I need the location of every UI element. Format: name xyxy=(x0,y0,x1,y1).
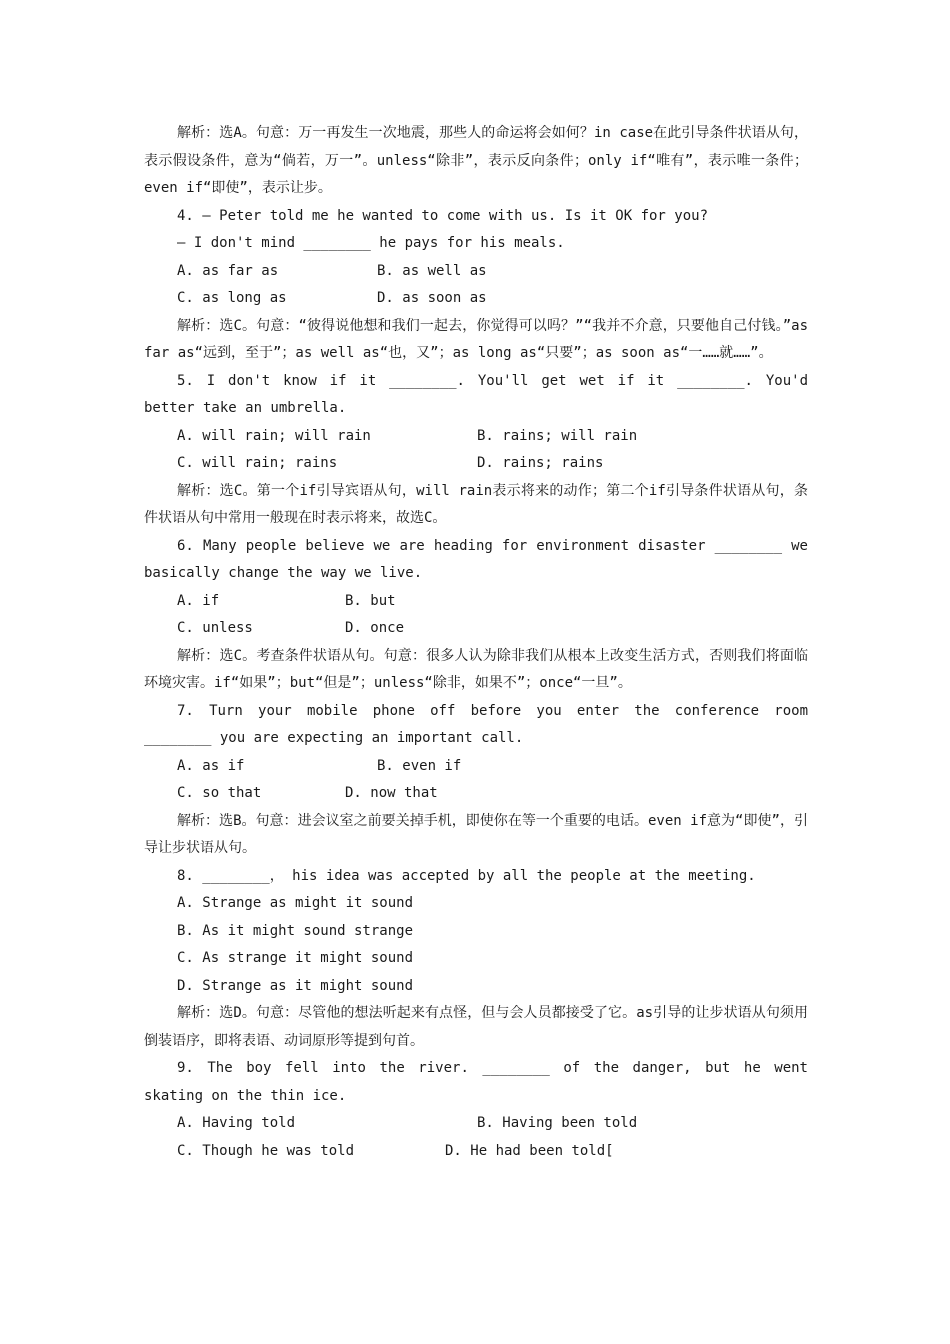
options-row xyxy=(144,258,808,286)
question-4: 4. — Peter told me he wanted to come with us. Is it OK for you? xyxy=(177,207,709,224)
option-c: C. As strange it might sound xyxy=(177,950,414,966)
analysis-paragraph: 解析：选C。句意：“彼得说他想和我们一起去，你觉得可以吗？”“我并不介意，只要他自己付钱。”as far as“远到，至于”；as well as“也，又”；as long as“只要”；as soon as“一……就……”。 xyxy=(144,317,808,361)
option-d: D. as soon as xyxy=(377,290,487,306)
option-a: A. will rain; will rain xyxy=(177,427,371,444)
option-b: B. Having been told xyxy=(477,1115,638,1131)
options-row xyxy=(144,588,808,616)
option-d: D. rains; rains xyxy=(477,455,604,471)
options-row xyxy=(144,423,808,451)
option-a: A. Having told xyxy=(177,1115,296,1131)
options-row xyxy=(144,285,808,313)
option-a: A. Strange as might it sound xyxy=(177,895,414,911)
options-row xyxy=(144,615,808,643)
option-c: C. as long as xyxy=(177,290,287,306)
analysis-paragraph: 解析：选C。考查条件状语从句。句意：很多人认为除非我们从根本上改变生活方式，否则我们将面临环境灾害。if“如果”；but“但是”；unless“除非，如果不”；once“一旦”。 xyxy=(144,647,808,691)
options-row xyxy=(144,780,808,808)
exercise-content xyxy=(144,120,808,1165)
option-a: A. if xyxy=(177,592,220,609)
option-d: D. Strange as it might sound xyxy=(177,977,414,994)
option-b: B. As it might sound strange xyxy=(177,922,414,939)
option-c: C. Though he was told xyxy=(177,1142,355,1159)
option-d: D. He had been told[ xyxy=(445,1142,614,1159)
options-row xyxy=(144,450,808,478)
option-b: B. but xyxy=(345,592,396,609)
question-4-reply: — I don't mind ________ he pays for his meals. xyxy=(177,235,565,251)
options-row xyxy=(144,1110,808,1138)
question-5: 5. I don't know if it ________. You'll get wet if it ________. You'd better take an umbrella. xyxy=(144,372,808,416)
option-b: B. as well as xyxy=(377,262,487,279)
question-7: 7. Turn your mobile phone off before you enter the conference room ________ you are expecting an important call. xyxy=(144,702,808,746)
analysis-paragraph: 解析：选A。句意：万一再发生一次地震，那些人的命运将会如何？in case在此引导条件状语从句，表示假设条件，意为“倘若，万一”。unless“除非”，表示反向条件；only if“唯有”，表示唯一条件；even if“即使”，表示让步。 xyxy=(144,125,808,196)
options-row xyxy=(144,1138,808,1166)
option-b: B. rains; will rain xyxy=(477,427,638,444)
options-row xyxy=(144,753,808,781)
option-a: A. as far as xyxy=(177,262,279,279)
option-c: C. unless xyxy=(177,620,253,636)
option-c: C. so that xyxy=(177,785,262,801)
analysis-paragraph: 解析：选D。句意：尽管他的想法听起来有点怪，但与会人员都接受了它。as引导的让步状语从句须用倒装语序，即将表语、动词原形等提到句首。 xyxy=(144,1005,808,1049)
option-d: D. now that xyxy=(345,785,438,801)
analysis-paragraph: 解析：选C。第一个if引导宾语从句，will rain表示将来的动作；第二个if引导条件状语从句，条件状语从句中常用一般现在时表示将来，故选C。 xyxy=(144,482,808,526)
question-9: 9. The boy fell into the river. ________ of the danger, but he went skating on the thin ice. xyxy=(144,1060,808,1104)
question-6: 6. Many people believe we are heading for environment disaster ________ we basically change the way we live. xyxy=(144,537,808,581)
option-d: D. once xyxy=(345,620,405,636)
question-8: 8. ________， his idea was accepted by all the people at the meeting. xyxy=(177,867,756,884)
option-c: C. will rain; rains xyxy=(177,455,338,471)
analysis-paragraph: 解析：选B。句意：进会议室之前要关掉手机，即使你在等一个重要的电话。even if意为“即使”，引导让步状语从句。 xyxy=(144,812,808,856)
option-b: B. even if xyxy=(377,757,462,774)
option-a: A. as if xyxy=(177,757,245,774)
